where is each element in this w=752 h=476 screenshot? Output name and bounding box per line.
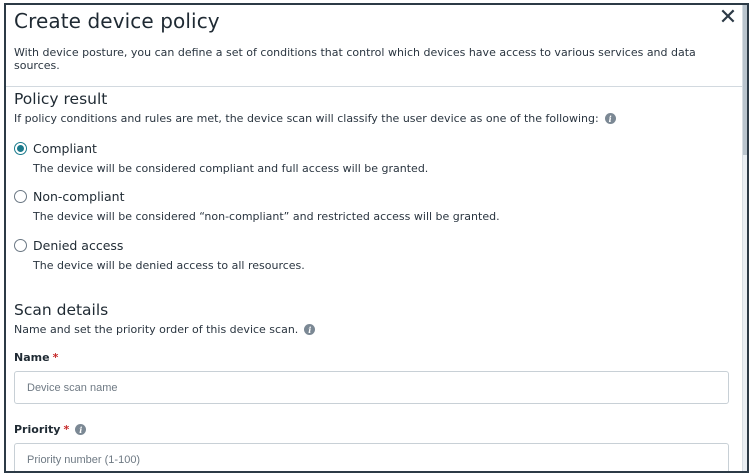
scrollbar-thumb[interactable]: [743, 5, 747, 155]
policy-result-heading: Policy result: [14, 90, 108, 108]
scan-details-subtext: [14, 323, 315, 336]
radio-button-denied-access[interactable]: [14, 239, 27, 252]
radio-description-non-compliant: The device will be considered “non-compliant” and restricted access will be granted.: [33, 210, 500, 223]
info-icon[interactable]: i: [304, 324, 315, 335]
info-icon[interactable]: i: [605, 113, 616, 124]
dialog-title: Create device policy: [14, 9, 220, 33]
scrollbar[interactable]: [742, 5, 747, 471]
required-asterisk: *: [63, 423, 70, 436]
required-asterisk: *: [52, 351, 59, 364]
policy-result-subtext-label: If policy conditions and rules are met, the device scan will classify the user device as one of the following:: [14, 112, 599, 125]
radio-label-denied-access: Denied access: [33, 238, 124, 253]
radio-option-non-compliant[interactable]: [14, 189, 125, 204]
create-device-policy-dialog: [4, 3, 749, 473]
radio-label-compliant: Compliant: [33, 141, 97, 156]
radio-option-compliant[interactable]: [14, 141, 97, 156]
policy-result-subtext: [14, 112, 616, 125]
priority-label-text: Priority: [14, 423, 61, 436]
scan-details-heading: Scan details: [14, 301, 109, 319]
name-label-text: Name: [14, 351, 50, 364]
info-icon[interactable]: i: [75, 424, 86, 435]
radio-description-compliant: The device will be considered compliant and full access will be granted.: [33, 162, 429, 175]
priority-number-input[interactable]: [14, 443, 729, 473]
radio-label-non-compliant: Non-compliant: [33, 189, 125, 204]
close-icon[interactable]: ✕: [718, 5, 738, 30]
device-scan-name-input[interactable]: [14, 371, 729, 404]
radio-button-non-compliant[interactable]: [14, 190, 27, 203]
radio-option-denied-access[interactable]: [14, 238, 123, 253]
dialog-header: [6, 5, 745, 87]
dialog-description: With device posture, you can define a set of conditions that control which devices have access to various services and data sources.: [14, 46, 696, 72]
name-field-label: [14, 351, 58, 364]
radio-button-compliant[interactable]: [14, 142, 27, 155]
scan-details-subtext-label: Name and set the priority order of this device scan.: [14, 323, 299, 336]
priority-field-label: [14, 423, 86, 436]
radio-description-denied-access: The device will be denied access to all resources.: [33, 259, 305, 272]
